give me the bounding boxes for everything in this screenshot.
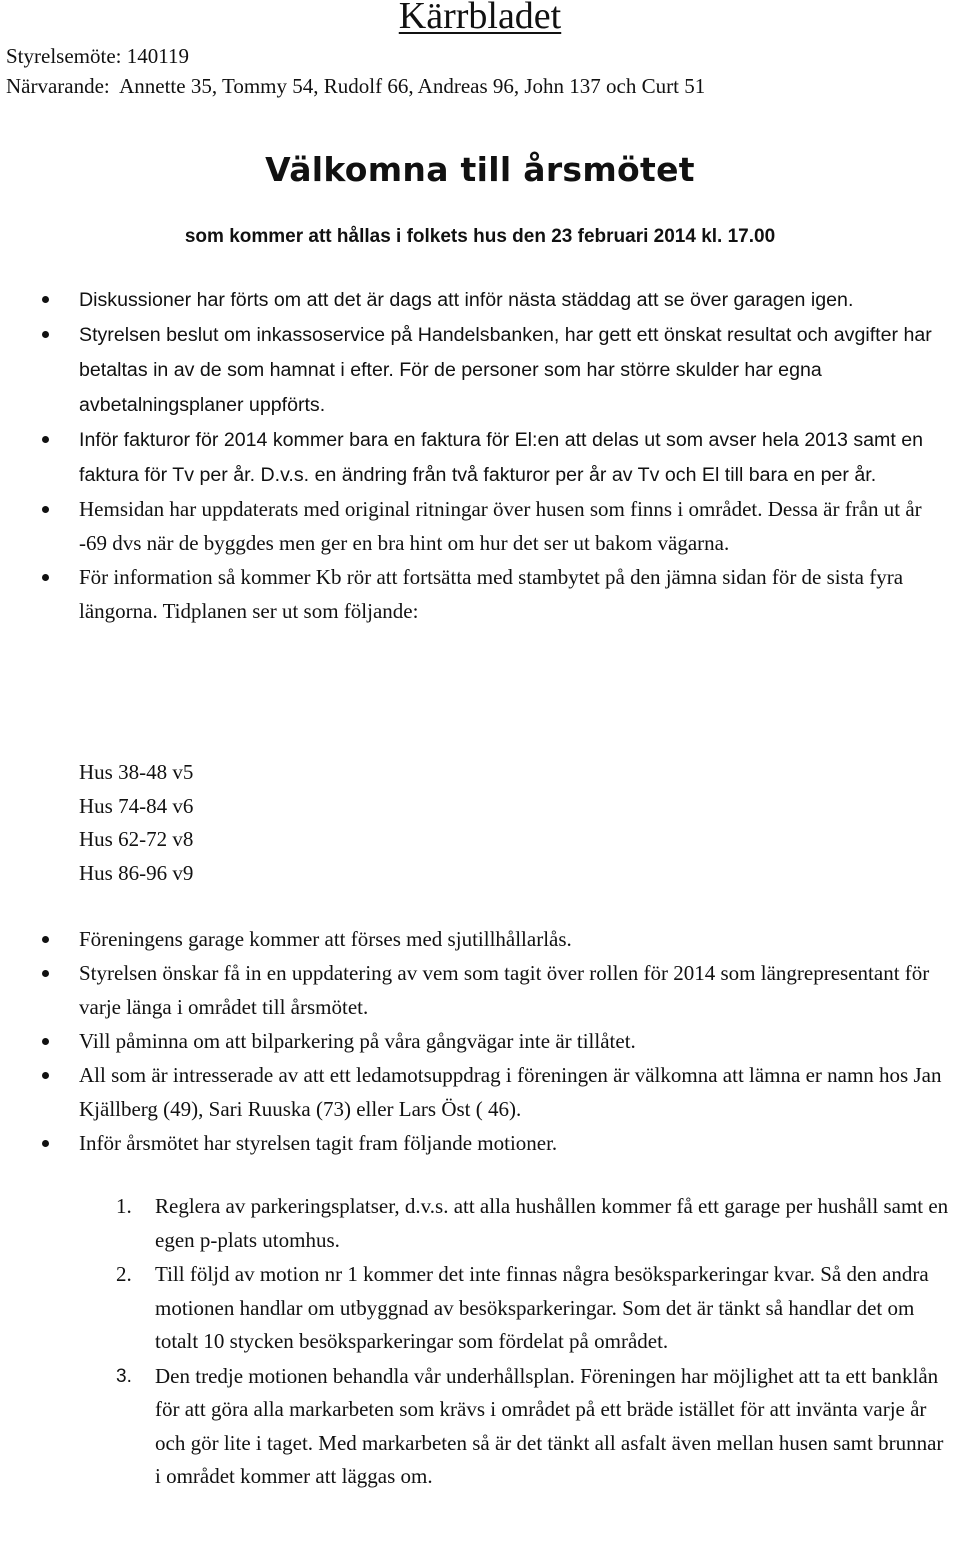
bullet-icon — [42, 1038, 49, 1045]
meeting-line: Styrelsemöte: 140119 — [6, 44, 189, 68]
bullet-text: Föreningens garage kommer att förses med sjutillhållarlås. — [79, 927, 572, 951]
motion-number: 3. — [116, 1365, 132, 1387]
schedule-item: Hus 86-96 v9 — [79, 860, 194, 885]
list-item — [0, 492, 960, 560]
list-item — [0, 1024, 960, 1058]
bullet-text: All som är intresserade av att ett ledamotsuppdrag i föreningen är välkomna att lämna er namn hos Jan Kjällberg (49), Sari Ruuska (73) eller Lars Öst ( 46). — [79, 1063, 942, 1121]
bullet-icon — [42, 574, 49, 581]
list-item — [0, 317, 960, 422]
list-item — [0, 956, 960, 1024]
bullet-icon — [42, 970, 49, 977]
bullet-icon — [42, 506, 49, 513]
news-bullet-list — [0, 282, 960, 628]
motion-item — [0, 1360, 960, 1494]
motion-item — [0, 1258, 960, 1359]
schedule-item: Hus 74-84 v6 — [79, 793, 194, 818]
bullet-text: Diskussioner har förts om att det är dags att inför nästa städdag att se över garagen igen. — [79, 289, 854, 311]
list-item — [0, 560, 960, 628]
news-bullet-list-2 — [0, 922, 960, 1160]
motion-number: 1. — [116, 1194, 132, 1218]
motion-text: Reglera av parkeringsplatser, d.v.s. att alla hushållen kommer få ett garage per hushåll samt en egen p-plats utomhus. — [155, 1194, 949, 1252]
bullet-text: Styrelsen beslut om inkassoservice på Handelsbanken, har gett ett önskat resultat och avgifter har betaltas in av de som hamnat i efter. För de personer som har större skulder har egna avbetalningsplaner uppförts. — [79, 324, 932, 416]
list-item — [0, 922, 960, 956]
bullet-icon — [42, 936, 49, 943]
bullet-icon — [42, 1072, 49, 1079]
bullet-text: Inför fakturor för 2014 kommer bara en faktura för El:en att delas ut som avser hela 2013 samt en faktura för Tv per år. D.v.s. en ändring från två fakturor per år av Tv och El till bara en per år. — [79, 429, 924, 486]
welcome-subheading: som kommer att hållas i folkets hus den 23 februari 2014 kl. 17.00 — [184, 226, 776, 247]
list-item — [0, 282, 960, 317]
bullet-text: Vill påminna om att bilparkering på våra gångvägar inte är tillåtet. — [79, 1029, 636, 1053]
bullet-icon — [42, 436, 49, 443]
bullet-text: Hemsidan har uppdaterats med original ritningar över husen som finns i området. Dessa är från ut år -69 dvs när de byggdes men ger en bra hint om hur det ser ut bakom vägarna. — [79, 497, 922, 555]
bullet-icon — [42, 331, 49, 338]
renovation-schedule — [79, 756, 193, 890]
motion-text: Den tredje motionen behandla vår underhållsplan. Föreningen har möjlighet att ta ett banklån för att göra alla markarbeten som krävs i området på ett bräde istället för att invänta varje år och gör lite i taget. Med markarbeten så är det tänkt all asfalt även mellan husen samt brunnar i området kommer att läggas om. — [155, 1363, 944, 1488]
motion-text: Till följd av motion nr 1 kommer det inte finnas några besöksparkeringar kvar. Så den andra motionen handlar om utbyggnad av besöksparkeringar. Som det är tänkt så handlar det om totalt 10 stycken besöksparkeringar som fördelat på området. — [155, 1262, 929, 1353]
bullet-icon — [42, 1140, 49, 1147]
bullet-icon — [42, 296, 49, 303]
schedule-item: Hus 62-72 v8 — [79, 827, 194, 851]
list-item — [0, 1126, 960, 1160]
welcome-heading: Välkomna till årsmötet — [265, 150, 695, 189]
newsletter-title: Kärrbladet — [398, 0, 562, 37]
motions-list — [0, 1190, 960, 1495]
schedule-item: Hus 38-48 v5 — [79, 760, 194, 784]
bullet-text: Styrelsen önskar få in en uppdatering av vem som tagit över rollen för 2014 som längrepresentant för varje länga i området till årsmötet. — [79, 961, 930, 1019]
bullet-text: För information så kommer Kb rör att fortsätta med stambytet på den jämna sidan för de sista fyra längorna. Tidplanen ser ut som följande: — [79, 565, 904, 623]
list-item — [0, 422, 960, 492]
motion-item — [0, 1190, 960, 1257]
motion-number: 2. — [116, 1262, 132, 1286]
attendees-line: Närvarande: Annette 35, Tommy 54, Rudolf 66, Andreas 96, John 137 och Curt 51 — [6, 74, 706, 98]
list-item — [0, 1058, 960, 1126]
bullet-text: Inför årsmötet har styrelsen tagit fram följande motioner. — [79, 1131, 558, 1155]
